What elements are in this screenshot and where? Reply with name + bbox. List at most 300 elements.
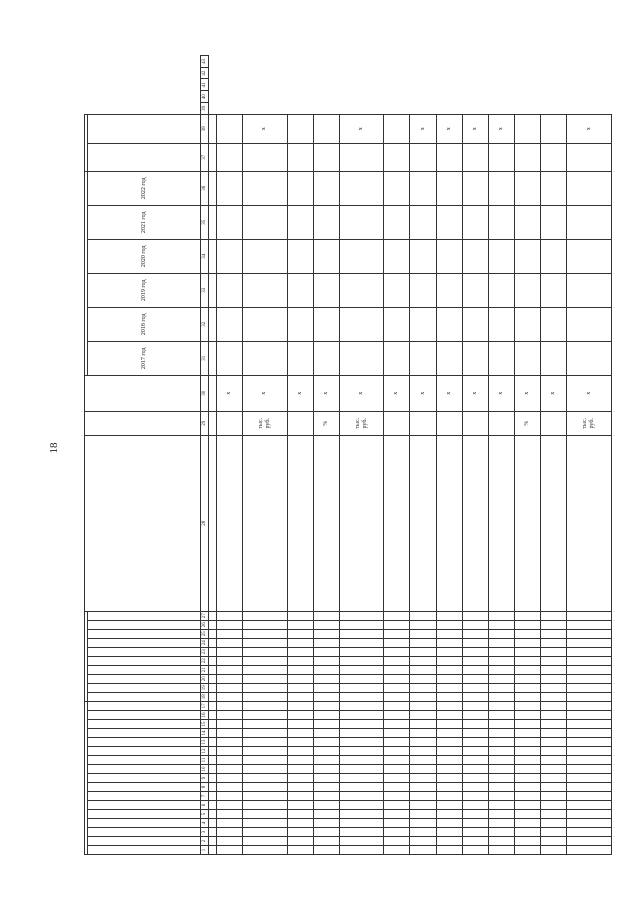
code-cell — [339, 629, 383, 638]
code-cell — [313, 638, 339, 647]
header-code-col — [88, 810, 201, 819]
code-cell — [488, 611, 514, 620]
table-row — [216, 56, 242, 855]
code-cell — [243, 683, 287, 692]
code-cell — [436, 629, 462, 638]
description-cell — [462, 435, 488, 611]
table-row — [384, 56, 410, 855]
base-cell: х — [436, 375, 462, 411]
code-cell — [462, 674, 488, 683]
base-cell: х — [410, 375, 436, 411]
target-year-cell: х — [462, 114, 488, 143]
code-cell — [209, 729, 217, 738]
code-cell — [488, 783, 514, 792]
code-cell — [567, 756, 612, 765]
code-cell — [462, 738, 488, 747]
code-cell — [384, 792, 410, 801]
code-cell — [410, 846, 436, 855]
unit-cell — [462, 411, 488, 435]
code-cell — [488, 711, 514, 720]
code-cell — [410, 738, 436, 747]
header-code-col — [88, 819, 201, 828]
year-value-cell — [384, 273, 410, 307]
year-value-cell — [339, 205, 383, 239]
code-cell — [436, 692, 462, 701]
year-value-cell — [287, 273, 313, 307]
code-cell — [216, 683, 242, 692]
code-cell — [541, 629, 567, 638]
code-cell — [567, 729, 612, 738]
code-cell — [313, 828, 339, 837]
code-cell — [567, 810, 612, 819]
base-cell: х — [384, 375, 410, 411]
year-value-cell — [515, 171, 541, 205]
code-cell — [313, 674, 339, 683]
code-cell — [209, 683, 217, 692]
code-cell — [287, 783, 313, 792]
code-cell — [462, 611, 488, 620]
code-cell — [216, 846, 242, 855]
code-cell — [410, 720, 436, 729]
code-cell — [384, 747, 410, 756]
code-cell — [339, 665, 383, 674]
header-code-col — [88, 738, 201, 747]
year-value-cell — [410, 341, 436, 375]
code-cell — [436, 765, 462, 774]
code-cell — [488, 837, 514, 846]
code-cell — [287, 656, 313, 665]
code-cell — [410, 665, 436, 674]
target-year-cell — [216, 114, 242, 143]
code-cell — [287, 810, 313, 819]
year-value-cell — [567, 205, 612, 239]
column-index: 32 — [201, 307, 209, 341]
code-cell — [313, 611, 339, 620]
unit-cell: тыс. руб. — [567, 411, 612, 435]
table-row — [515, 56, 541, 855]
base-cell: х — [567, 375, 612, 411]
code-cell — [209, 701, 217, 710]
code-cell — [216, 656, 242, 665]
year-value-cell — [541, 341, 567, 375]
code-cell — [216, 720, 242, 729]
code-cell — [384, 665, 410, 674]
year-value-cell — [410, 171, 436, 205]
code-cell — [243, 729, 287, 738]
year-value-cell — [462, 205, 488, 239]
code-cell — [243, 620, 287, 629]
code-cell — [567, 711, 612, 720]
target-year-cell: х — [410, 114, 436, 143]
code-cell — [209, 665, 217, 674]
code-cell — [384, 692, 410, 701]
code-cell — [384, 729, 410, 738]
year-value-cell — [462, 171, 488, 205]
base-cell: х — [216, 375, 242, 411]
code-cell — [209, 801, 217, 810]
column-index: 2 — [201, 837, 209, 846]
code-cell — [567, 629, 612, 638]
code-cell — [384, 828, 410, 837]
year-value-cell — [410, 239, 436, 273]
code-cell — [515, 837, 541, 846]
code-cell — [287, 747, 313, 756]
code-cell — [541, 620, 567, 629]
year-value-cell — [462, 273, 488, 307]
code-cell — [462, 720, 488, 729]
code-cell — [209, 747, 217, 756]
code-cell — [216, 747, 242, 756]
code-cell — [488, 665, 514, 674]
code-cell — [209, 765, 217, 774]
code-cell — [515, 819, 541, 828]
base-cell: х — [488, 375, 514, 411]
code-cell — [287, 774, 313, 783]
code-cell — [313, 792, 339, 801]
column-index: 29 — [201, 411, 209, 435]
year-value-cell — [436, 307, 462, 341]
code-cell — [313, 629, 339, 638]
code-cell — [384, 647, 410, 656]
code-cell — [243, 783, 287, 792]
code-cell — [313, 846, 339, 855]
column-index: 43 — [201, 56, 209, 68]
code-cell — [410, 747, 436, 756]
year-value-cell — [216, 273, 242, 307]
code-cell — [339, 774, 383, 783]
base-cell: х — [313, 375, 339, 411]
target-cell — [216, 143, 242, 171]
code-cell — [462, 819, 488, 828]
code-cell — [567, 692, 612, 701]
year-value-cell — [287, 239, 313, 273]
base-cell: х — [541, 375, 567, 411]
column-index: 15 — [201, 721, 207, 727]
unit-cell — [287, 411, 313, 435]
code-cell — [209, 692, 217, 701]
header-code-col — [88, 783, 201, 792]
code-cell — [488, 747, 514, 756]
code-cell — [541, 665, 567, 674]
header-code-col — [88, 747, 201, 756]
code-cell — [567, 774, 612, 783]
code-cell — [436, 701, 462, 710]
header-code-col — [88, 629, 201, 638]
year-value-cell — [488, 205, 514, 239]
code-cell — [287, 701, 313, 710]
year-value-cell — [209, 239, 217, 273]
header-year: 2022 год — [88, 171, 201, 205]
year-value-cell — [384, 341, 410, 375]
code-cell — [313, 801, 339, 810]
code-cell — [216, 611, 242, 620]
code-cell — [541, 783, 567, 792]
target-cell — [567, 143, 612, 171]
target-cell — [243, 143, 287, 171]
header-code-col — [88, 683, 201, 692]
code-cell — [436, 647, 462, 656]
code-cell — [436, 810, 462, 819]
year-value-cell — [313, 205, 339, 239]
code-cell — [541, 674, 567, 683]
code-cell — [436, 837, 462, 846]
column-index: 11 — [201, 756, 209, 765]
code-cell — [209, 783, 217, 792]
code-cell — [313, 774, 339, 783]
base-cell: х — [287, 375, 313, 411]
code-cell — [216, 638, 242, 647]
code-cell — [287, 756, 313, 765]
code-cell — [216, 738, 242, 747]
code-cell — [488, 756, 514, 765]
code-cell — [216, 810, 242, 819]
code-cell — [384, 738, 410, 747]
code-cell — [287, 765, 313, 774]
code-cell — [410, 756, 436, 765]
column-index: 9 — [201, 774, 209, 783]
code-cell — [541, 638, 567, 647]
code-cell — [410, 810, 436, 819]
code-cell — [541, 692, 567, 701]
year-value-cell — [567, 273, 612, 307]
year-value-cell — [436, 171, 462, 205]
column-index: 14 — [201, 730, 207, 736]
code-cell — [313, 747, 339, 756]
code-cell — [339, 756, 383, 765]
code-cell — [515, 638, 541, 647]
code-cell — [436, 783, 462, 792]
year-value-cell — [436, 341, 462, 375]
code-cell — [339, 701, 383, 710]
code-cell — [339, 837, 383, 846]
code-cell — [209, 629, 217, 638]
code-cell — [462, 792, 488, 801]
code-cell — [436, 683, 462, 692]
header-year: 2018 год — [88, 307, 201, 341]
code-cell — [313, 738, 339, 747]
code-cell — [567, 683, 612, 692]
code-cell — [243, 810, 287, 819]
code-cell — [209, 620, 217, 629]
column-index: 23 — [201, 649, 207, 655]
code-cell — [243, 747, 287, 756]
year-value-cell — [209, 273, 217, 307]
header-code-col — [88, 720, 201, 729]
code-cell — [209, 828, 217, 837]
code-cell — [436, 747, 462, 756]
code-cell — [462, 783, 488, 792]
code-cell — [216, 801, 242, 810]
year-value-cell — [384, 205, 410, 239]
code-cell — [209, 638, 217, 647]
code-cell — [436, 819, 462, 828]
code-cell — [209, 846, 217, 855]
code-cell — [567, 720, 612, 729]
code-cell — [313, 701, 339, 710]
code-cell — [384, 819, 410, 828]
code-cell — [567, 665, 612, 674]
code-cell — [209, 674, 217, 683]
code-cell — [410, 620, 436, 629]
year-value-cell — [216, 205, 242, 239]
code-cell — [462, 683, 488, 692]
column-index: 35 — [201, 205, 209, 239]
code-cell — [462, 774, 488, 783]
table-row — [541, 56, 567, 855]
header-year: 2020 год — [88, 239, 201, 273]
column-index: 28 — [201, 435, 209, 611]
code-cell — [410, 683, 436, 692]
code-cell — [216, 629, 242, 638]
code-cell — [339, 683, 383, 692]
year-value-cell — [410, 307, 436, 341]
code-cell — [515, 647, 541, 656]
header-year: 2017 год — [88, 341, 201, 375]
header-code-col — [88, 665, 201, 674]
year-value-cell — [567, 307, 612, 341]
code-cell — [384, 701, 410, 710]
code-cell — [436, 801, 462, 810]
code-cell — [462, 620, 488, 629]
target-cell — [410, 143, 436, 171]
code-cell — [384, 846, 410, 855]
year-value-cell — [541, 205, 567, 239]
code-cell — [216, 665, 242, 674]
code-cell — [462, 837, 488, 846]
year-value-cell — [313, 239, 339, 273]
year-value-cell — [515, 273, 541, 307]
code-cell — [410, 692, 436, 701]
header-year: 2021 год — [88, 205, 201, 239]
year-value-cell — [541, 171, 567, 205]
year-value-cell — [410, 273, 436, 307]
year-value-cell — [488, 341, 514, 375]
code-cell — [410, 656, 436, 665]
code-cell — [313, 692, 339, 701]
target-cell — [313, 143, 339, 171]
code-cell — [339, 711, 383, 720]
code-cell — [313, 819, 339, 828]
target-year-cell: х — [488, 114, 514, 143]
description-cell — [313, 435, 339, 611]
code-cell — [243, 846, 287, 855]
code-cell — [515, 656, 541, 665]
code-cell — [216, 674, 242, 683]
code-cell — [515, 783, 541, 792]
description-cell — [216, 435, 242, 611]
code-cell — [488, 629, 514, 638]
code-cell — [384, 756, 410, 765]
code-cell — [243, 611, 287, 620]
code-cell — [339, 620, 383, 629]
column-index: 25 — [201, 631, 207, 637]
column-index: 26 — [201, 622, 207, 628]
header-code-col — [88, 801, 201, 810]
header-unit — [85, 411, 201, 435]
code-cell — [339, 810, 383, 819]
header-code-col — [88, 656, 201, 665]
code-cell — [384, 638, 410, 647]
year-value-cell — [488, 171, 514, 205]
code-cell — [287, 792, 313, 801]
code-cell — [384, 801, 410, 810]
description-cell — [488, 435, 514, 611]
code-cell — [488, 683, 514, 692]
year-value-cell — [243, 205, 287, 239]
column-index: 31 — [201, 341, 209, 375]
table-row — [462, 56, 488, 855]
code-cell — [541, 837, 567, 846]
code-cell — [209, 792, 217, 801]
code-cell — [287, 692, 313, 701]
column-index: 22 — [201, 658, 207, 664]
header-base — [85, 375, 201, 411]
year-value-cell — [243, 307, 287, 341]
description-cell — [567, 435, 612, 611]
header-year: 2019 год — [88, 273, 201, 307]
code-cell — [243, 765, 287, 774]
code-cell — [339, 638, 383, 647]
code-cell — [216, 692, 242, 701]
year-value-cell — [462, 341, 488, 375]
description-cell — [410, 435, 436, 611]
year-value-cell — [384, 171, 410, 205]
code-cell — [515, 629, 541, 638]
code-cell — [488, 774, 514, 783]
code-cell — [410, 629, 436, 638]
code-cell — [488, 701, 514, 710]
year-value-cell — [462, 239, 488, 273]
code-cell — [216, 819, 242, 828]
code-cell — [243, 828, 287, 837]
code-cell — [313, 810, 339, 819]
code-cell — [287, 720, 313, 729]
table-row — [209, 56, 217, 855]
code-cell — [209, 720, 217, 729]
year-value-cell — [243, 171, 287, 205]
code-cell — [462, 629, 488, 638]
code-cell — [567, 837, 612, 846]
code-cell — [567, 765, 612, 774]
target-year-cell — [515, 114, 541, 143]
code-cell — [541, 611, 567, 620]
column-index: 41 — [201, 79, 209, 91]
column-index: 8 — [201, 783, 209, 792]
column-index: 4 — [201, 819, 209, 828]
table-row — [410, 56, 436, 855]
code-cell — [209, 810, 217, 819]
code-cell — [410, 801, 436, 810]
year-value-cell — [488, 239, 514, 273]
target-cell — [515, 143, 541, 171]
code-cell — [541, 801, 567, 810]
year-value-cell — [243, 273, 287, 307]
code-cell — [410, 647, 436, 656]
target-year-cell — [287, 114, 313, 143]
code-cell — [436, 729, 462, 738]
code-cell — [515, 846, 541, 855]
code-cell — [436, 846, 462, 855]
year-value-cell — [410, 205, 436, 239]
year-value-cell — [216, 171, 242, 205]
year-value-cell — [339, 171, 383, 205]
target-cell — [541, 143, 567, 171]
code-cell — [313, 683, 339, 692]
header-code-col — [88, 846, 201, 855]
code-cell — [410, 729, 436, 738]
code-cell — [488, 692, 514, 701]
code-cell — [287, 801, 313, 810]
